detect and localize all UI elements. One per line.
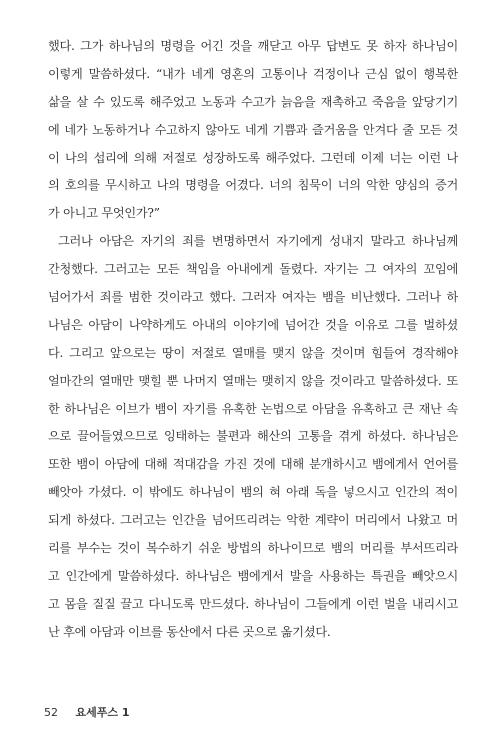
text-line: 나님은 아담이 나약하게도 아내의 이야기에 넘어간 것을 이유로 그를 벌하셨 (48, 317, 458, 332)
text-line: 리를 부수는 것이 복수하기 쉬운 방법의 하나이므로 뱀의 머리를 부서뜨리라 (48, 541, 458, 556)
text-line: 넘어가서 죄를 범한 것이라고 했다. 그러자 여자는 뱀을 비난했다. 그러나 하 (48, 290, 458, 305)
text-line: 또한 뱀이 아담에 대해 적대감을 가진 것에 대해 분개하시고 뱀에게서 언어를 (48, 457, 458, 472)
text-line: 그러나 아담은 자기의 죄를 변명하면서 자기에게 성내지 말라고 하나님께 (58, 234, 458, 249)
text-line: 고 몸을 질질 끌고 다니도록 만드셨다. 하나님이 그들에게 이런 벌을 내리시고 (48, 596, 458, 611)
page-number: 52 (44, 706, 58, 719)
body-text (48, 33, 458, 647)
text-line: 의 호의를 무시하고 나의 명령을 어겼다. 너의 침묵이 너의 악한 양심의 증거 (48, 178, 458, 193)
text-line: 빼앗아 가셨다. 이 밖에도 하나님이 뱀의 혀 아래 독을 넣으시고 인간의 적이 (48, 485, 458, 500)
text-line: 에 네가 노동하거나 수고하지 않아도 네게 기쁨과 즐거움을 안겨다 줄 모든 것 (48, 122, 458, 137)
text-line: 간청했다. 그러고는 모든 책임을 아내에게 돌렸다. 자기는 그 여자의 꼬임에 (48, 262, 458, 277)
text-line: 난 후에 아담과 이브를 동산에서 다른 곳으로 옮기셨다. (48, 624, 331, 639)
page-footer (44, 704, 130, 720)
text-line: 했다. 그가 하나님의 명령을 어긴 것을 깨닫고 아무 답변도 못 하자 하나님이 (48, 39, 458, 53)
text-line: 삶을 살 수 있도록 해주었고 노동과 수고가 늙음을 재촉하고 죽음을 앞당기기 (48, 94, 458, 109)
text-line: 이 나의 섭리에 의해 저절로 성장하도록 해주었다. 그런데 이제 너는 이런 나 (48, 150, 458, 165)
text-line: 가 아니고 무엇인가?” (48, 206, 160, 221)
text-line: 되게 하셨다. 그러고는 인간을 넘어뜨리려는 악한 계략이 머리에서 나왔고 머 (48, 513, 458, 528)
text-line: 으로 끌어들였으므로 잉태하는 불편과 해산의 고통을 겪게 하셨다. 하나님은 (48, 429, 458, 444)
text-line: 고 인간에게 말씀하셨다. 하나님은 뱀에게서 발을 사용하는 특권을 빼앗으시 (48, 568, 458, 583)
book-title: 요세푸스 1 (75, 706, 130, 719)
text-line: 이렇게 말씀하셨다. “내가 네게 영혼의 고통이나 걱정이나 근심 없이 행복한 (48, 66, 458, 81)
text-line: 얼마간의 열매만 맺힐 뿐 나머지 열매는 맺히지 않을 것이라고 말씀하셨다. 또 (48, 373, 458, 388)
text-line: 한 하나님은 이브가 뱀이 자기를 유혹한 논법으로 아담을 유혹하고 큰 재난 속 (48, 401, 458, 416)
text-line: 다. 그리고 앞으로는 땅이 저절로 열매를 맺지 않을 것이며 힘들여 경작해야 (48, 345, 458, 360)
